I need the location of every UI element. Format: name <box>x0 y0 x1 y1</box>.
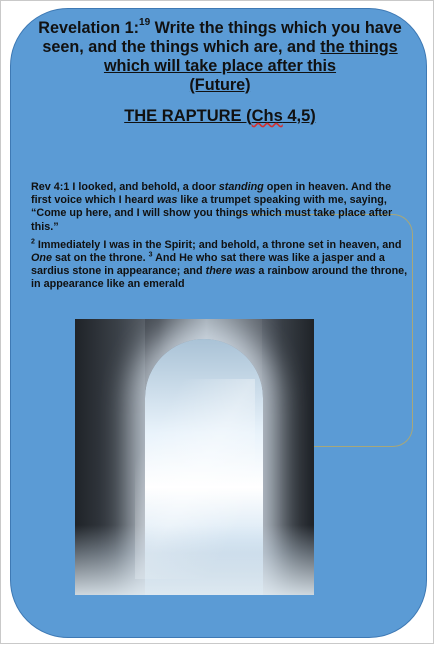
subtitle-pre: THE RAPTURE ( <box>124 107 252 125</box>
mist <box>75 525 314 595</box>
verse1-part3: like a trumpet speaking with me, saying, “Come up here, and I will show you things which must take place after this.” <box>31 194 393 233</box>
heading <box>25 16 415 95</box>
verse1-part2: open in heaven. And the first voice which I heard <box>31 181 392 207</box>
verse2-sup: 2 <box>31 238 35 246</box>
heading-underlined-2: (Future) <box>189 76 251 94</box>
verse2-italic1: One <box>31 252 52 265</box>
verse-paragraph-1 <box>31 181 413 234</box>
heading-ref-sup: 19 <box>139 16 151 28</box>
subtitle-post: 4,5) <box>282 107 316 125</box>
heaven-door-image <box>75 319 314 595</box>
verse2-part4: a rainbow around the throne, in appearance like an emerald <box>31 265 408 291</box>
verse1-italic1: standing <box>218 181 264 193</box>
verse2-part3: And He who sat there was like a jasper and a sardius stone in appearance; and <box>31 252 385 278</box>
verse2-italic2: there was <box>205 265 256 278</box>
verse2-part1: Immediately I was in the Spirit; and behold, a throne set in heaven, and <box>34 238 402 251</box>
verse1-italic2: was <box>157 194 178 207</box>
verse-text <box>31 181 413 297</box>
heading-intro: Write the things which you have seen, and the things which are, and <box>42 19 402 56</box>
heading-ref: Revelation 1: <box>38 19 140 37</box>
verse1-part1: Rev 4:1 I looked, and behold, a door <box>31 181 219 193</box>
verse2-sup2: 3 <box>148 251 153 259</box>
subtitle-squiggled: Chs <box>251 107 283 125</box>
verse-paragraph-2 <box>31 239 413 292</box>
subtitle <box>25 107 415 126</box>
rounded-card <box>10 8 427 638</box>
heading-underlined-1: the things which will take place after this <box>103 38 398 75</box>
verse2-part2: sat on the throne. <box>52 252 149 265</box>
